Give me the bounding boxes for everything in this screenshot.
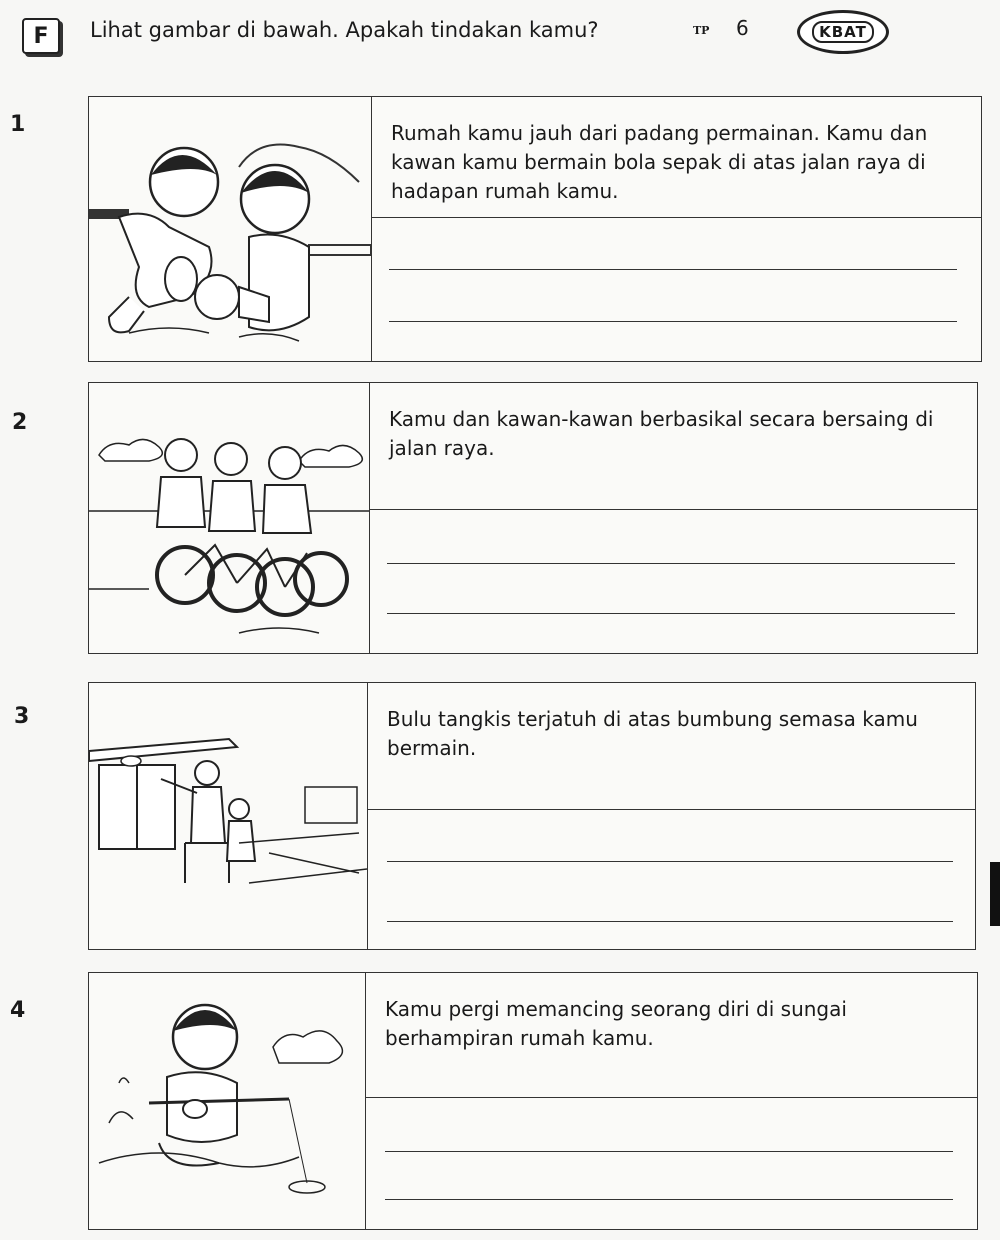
section-badge: F	[22, 18, 60, 54]
answer-line[interactable]	[389, 321, 957, 322]
answer-divider	[367, 809, 975, 810]
question-text-2: Kamu dan kawan-kawan berbasikal secara bersaing di jalan raya.	[389, 407, 934, 460]
question-number-1: 1	[10, 112, 26, 137]
illustration-fishing-alone	[89, 973, 366, 1229]
question-box-2	[88, 382, 978, 654]
scan-edge-mark	[990, 862, 1000, 926]
question-text-4: Kamu pergi memancing seorang diri di sungai berhampiran rumah kamu.	[385, 997, 847, 1050]
question-box-3	[88, 682, 976, 950]
illustration-football-on-road	[89, 97, 372, 361]
answer-line[interactable]	[389, 269, 957, 270]
answer-divider	[369, 509, 977, 510]
answer-line[interactable]	[385, 1199, 953, 1200]
question-number-3: 3	[14, 704, 30, 729]
tp-value: 6	[736, 16, 749, 40]
answer-divider	[371, 217, 981, 218]
answer-line[interactable]	[385, 1151, 953, 1152]
answer-line[interactable]	[387, 613, 955, 614]
boys-playing-football-icon	[89, 97, 371, 361]
kbat-badge	[797, 10, 889, 54]
worksheet-header	[0, 0, 1000, 70]
answer-divider	[365, 1097, 977, 1098]
children-reaching-roof-icon	[89, 683, 367, 949]
answer-line[interactable]	[387, 563, 955, 564]
instruction-text: Lihat gambar di bawah. Apakah tindakan kamu?	[90, 18, 599, 42]
question-text-1: Rumah kamu jauh dari padang permainan. Kamu dan kawan kamu bermain bola sepak di atas jalan raya di hadapan rumah kamu.	[391, 121, 928, 203]
children-cycling-icon	[89, 383, 369, 653]
question-box-4	[88, 972, 978, 1230]
question-number-2: 2	[12, 410, 28, 435]
answer-line[interactable]	[387, 921, 953, 922]
illustration-racing-bicycles	[89, 383, 370, 653]
question-number-4: 4	[10, 998, 26, 1023]
illustration-shuttlecock-on-roof	[89, 683, 368, 949]
boy-fishing-icon	[89, 973, 365, 1229]
tp-label: TP	[693, 24, 710, 37]
question-box-1	[88, 96, 982, 362]
question-text-3: Bulu tangkis terjatuh di atas bumbung semasa kamu bermain.	[387, 707, 918, 760]
answer-line[interactable]	[387, 861, 953, 862]
kbat-label: KBAT	[812, 21, 874, 43]
